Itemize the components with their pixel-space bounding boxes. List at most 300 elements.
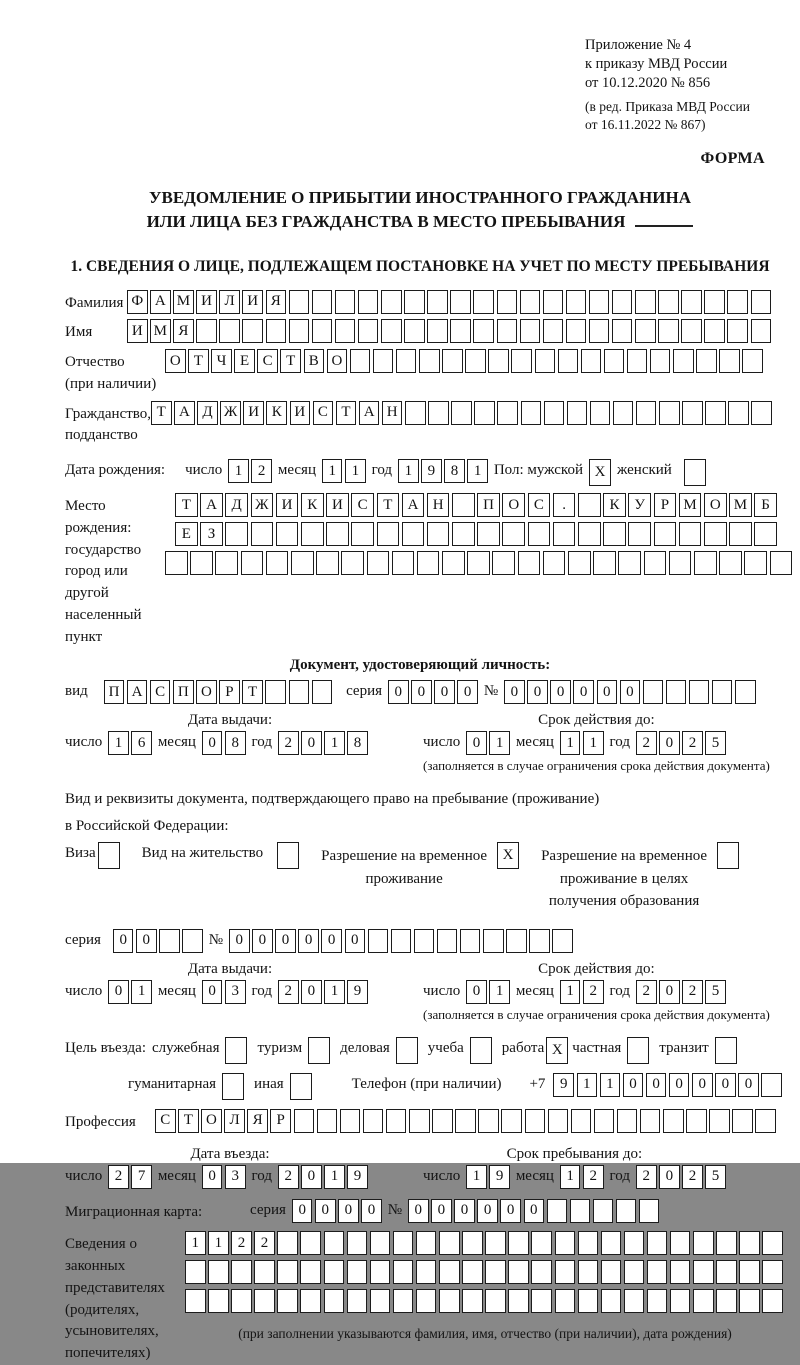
form-cell[interactable] <box>393 1231 414 1255</box>
form-cell[interactable] <box>704 290 725 314</box>
form-cell[interactable] <box>351 522 374 546</box>
form-cell[interactable] <box>312 290 333 314</box>
entry-day-cells[interactable] <box>108 1165 152 1189</box>
form-cell[interactable] <box>289 319 310 343</box>
form-cell[interactable]: 0 <box>388 680 409 704</box>
form-cell[interactable] <box>289 680 310 704</box>
form-cell[interactable] <box>393 1289 414 1313</box>
form-cell[interactable] <box>277 1231 298 1255</box>
form-cell[interactable] <box>547 1199 568 1223</box>
form-cell[interactable]: 0 <box>477 1199 498 1223</box>
form-cell[interactable] <box>508 1260 529 1284</box>
stay-valid-month-cells[interactable] <box>560 980 604 1004</box>
form-cell[interactable] <box>442 551 465 575</box>
id-valid-year-cells[interactable] <box>636 731 726 755</box>
form-cell[interactable]: 0 <box>301 980 322 1004</box>
form-cell[interactable]: Т <box>188 349 209 373</box>
form-cell[interactable]: 0 <box>573 680 594 704</box>
form-cell[interactable]: 0 <box>202 980 223 1004</box>
form-cell[interactable]: Т <box>336 401 357 425</box>
form-cell[interactable]: 2 <box>636 731 657 755</box>
form-cell[interactable] <box>719 551 742 575</box>
form-cell[interactable]: 2 <box>254 1231 275 1255</box>
form-cell[interactable]: 2 <box>251 459 272 483</box>
form-cell[interactable]: 2 <box>278 731 299 755</box>
form-cell[interactable]: 6 <box>131 731 152 755</box>
form-cell[interactable] <box>716 1289 737 1313</box>
form-cell[interactable] <box>727 319 748 343</box>
form-cell[interactable]: А <box>359 401 380 425</box>
form-cell[interactable]: С <box>257 349 278 373</box>
form-cell[interactable]: 0 <box>524 1199 545 1223</box>
form-cell[interactable]: 0 <box>298 929 319 953</box>
form-cell[interactable]: П <box>477 493 500 517</box>
form-cell[interactable] <box>442 349 463 373</box>
form-cell[interactable]: П <box>173 680 194 704</box>
form-cell[interactable] <box>485 1231 506 1255</box>
form-cell[interactable] <box>578 493 601 517</box>
form-cell[interactable] <box>450 290 471 314</box>
purpose-business-checkbox[interactable] <box>396 1037 418 1064</box>
form-cell[interactable]: И <box>127 319 148 343</box>
form-cell[interactable] <box>716 1231 737 1255</box>
form-cell[interactable]: 2 <box>583 980 604 1004</box>
form-cell[interactable]: Р <box>654 493 677 517</box>
form-cell[interactable] <box>658 290 679 314</box>
form-cell[interactable]: 0 <box>321 929 342 953</box>
form-cell[interactable]: 0 <box>113 929 134 953</box>
form-cell[interactable]: 1 <box>560 1165 581 1189</box>
form-cell[interactable] <box>386 1109 407 1133</box>
form-cell[interactable]: 0 <box>136 929 157 953</box>
form-cell[interactable] <box>571 1109 592 1133</box>
form-cell[interactable] <box>225 522 248 546</box>
form-cell[interactable] <box>511 349 532 373</box>
form-cell[interactable] <box>673 349 694 373</box>
form-cell[interactable]: 0 <box>597 680 618 704</box>
form-cell[interactable] <box>751 401 772 425</box>
form-cell[interactable]: Т <box>151 401 172 425</box>
form-cell[interactable] <box>719 349 740 373</box>
form-cell[interactable] <box>393 1260 414 1284</box>
form-cell[interactable]: У <box>628 493 651 517</box>
form-cell[interactable] <box>492 551 515 575</box>
form-cell[interactable] <box>635 319 656 343</box>
form-cell[interactable] <box>555 1260 576 1284</box>
form-cell[interactable]: 0 <box>408 1199 429 1223</box>
form-cell[interactable] <box>416 1289 437 1313</box>
form-cell[interactable]: 0 <box>659 1165 680 1189</box>
form-cell[interactable] <box>694 551 717 575</box>
form-cell[interactable] <box>681 319 702 343</box>
form-cell[interactable]: Т <box>377 493 400 517</box>
form-cell[interactable] <box>381 290 402 314</box>
form-cell[interactable] <box>531 1260 552 1284</box>
form-cell[interactable] <box>589 319 610 343</box>
form-cell[interactable]: Е <box>175 522 198 546</box>
form-cell[interactable]: 2 <box>636 980 657 1004</box>
form-cell[interactable]: Я <box>247 1109 268 1133</box>
stay-until-year-cells[interactable] <box>636 1165 726 1189</box>
form-cell[interactable] <box>548 1109 569 1133</box>
form-cell[interactable] <box>312 680 333 704</box>
form-cell[interactable]: А <box>402 493 425 517</box>
form-cell[interactable] <box>705 401 726 425</box>
form-cell[interactable] <box>567 401 588 425</box>
form-cell[interactable]: 1 <box>489 731 510 755</box>
form-cell[interactable] <box>190 551 213 575</box>
form-cell[interactable] <box>727 290 748 314</box>
form-cell[interactable]: 0 <box>275 929 296 953</box>
form-cell[interactable] <box>485 1260 506 1284</box>
form-cell[interactable] <box>265 680 286 704</box>
form-cell[interactable]: 0 <box>504 680 525 704</box>
form-cell[interactable] <box>566 319 587 343</box>
form-cell[interactable] <box>185 1260 206 1284</box>
form-cell[interactable] <box>555 1231 576 1255</box>
form-cell[interactable] <box>739 1260 760 1284</box>
sex-female-checkbox[interactable] <box>684 459 706 486</box>
form-cell[interactable]: 0 <box>669 1073 690 1097</box>
form-cell[interactable] <box>635 290 656 314</box>
form-cell[interactable]: 1 <box>322 459 343 483</box>
form-cell[interactable]: 8 <box>225 731 246 755</box>
stay-issue-year-cells[interactable] <box>278 980 368 1004</box>
form-cell[interactable] <box>501 1109 522 1133</box>
form-cell[interactable]: М <box>679 493 702 517</box>
form-cell[interactable]: 5 <box>705 980 726 1004</box>
form-cell[interactable] <box>266 551 289 575</box>
form-cell[interactable] <box>581 349 602 373</box>
form-cell[interactable] <box>478 1109 499 1133</box>
form-cell[interactable]: С <box>351 493 374 517</box>
form-cell[interactable]: 1 <box>324 980 345 1004</box>
form-cell[interactable] <box>679 522 702 546</box>
form-cell[interactable] <box>640 1109 661 1133</box>
form-cell[interactable] <box>531 1289 552 1313</box>
form-cell[interactable]: 1 <box>185 1231 206 1255</box>
form-cell[interactable] <box>566 290 587 314</box>
form-cell[interactable] <box>417 551 440 575</box>
form-cell[interactable] <box>506 929 527 953</box>
form-cell[interactable] <box>452 522 475 546</box>
form-cell[interactable] <box>439 1260 460 1284</box>
form-cell[interactable]: 1 <box>560 731 581 755</box>
form-cell[interactable] <box>601 1231 622 1255</box>
form-cell[interactable] <box>427 319 448 343</box>
form-cell[interactable] <box>208 1260 229 1284</box>
temp-residence-edu-checkbox[interactable] <box>717 842 739 869</box>
form-cell[interactable] <box>518 551 541 575</box>
form-cell[interactable] <box>604 349 625 373</box>
form-cell[interactable] <box>316 551 339 575</box>
form-cell[interactable] <box>627 349 648 373</box>
form-cell[interactable] <box>300 1289 321 1313</box>
form-cell[interactable]: Д <box>197 401 218 425</box>
form-cell[interactable]: 1 <box>398 459 419 483</box>
form-cell[interactable] <box>497 401 518 425</box>
form-cell[interactable]: Д <box>225 493 248 517</box>
form-cell[interactable] <box>589 290 610 314</box>
form-cell[interactable] <box>647 1231 668 1255</box>
form-cell[interactable] <box>277 1260 298 1284</box>
form-cell[interactable] <box>709 1109 730 1133</box>
form-cell[interactable] <box>473 290 494 314</box>
id-issue-year-cells[interactable] <box>278 731 368 755</box>
form-cell[interactable]: Т <box>242 680 263 704</box>
id-kind-cells[interactable] <box>104 680 332 704</box>
form-cell[interactable]: А <box>127 680 148 704</box>
form-cell[interactable] <box>650 349 671 373</box>
stay-issue-month-cells[interactable] <box>202 980 246 1004</box>
stay-until-day-cells[interactable] <box>466 1165 510 1189</box>
form-cell[interactable] <box>251 522 274 546</box>
form-cell[interactable]: 0 <box>527 680 548 704</box>
representatives-row3-cells[interactable] <box>185 1289 785 1313</box>
form-cell[interactable] <box>552 929 573 953</box>
form-cell[interactable] <box>483 929 504 953</box>
form-cell[interactable]: В <box>304 349 325 373</box>
form-cell[interactable]: 1 <box>583 731 604 755</box>
form-cell[interactable]: 9 <box>347 1165 368 1189</box>
form-cell[interactable] <box>508 1289 529 1313</box>
form-cell[interactable] <box>669 551 692 575</box>
form-cell[interactable]: 1 <box>560 980 581 1004</box>
form-cell[interactable] <box>254 1289 275 1313</box>
form-cell[interactable]: К <box>301 493 324 517</box>
form-cell[interactable] <box>529 929 550 953</box>
form-cell[interactable]: 7 <box>131 1165 152 1189</box>
form-cell[interactable]: Т <box>280 349 301 373</box>
form-cell[interactable]: К <box>266 401 287 425</box>
form-cell[interactable] <box>570 1199 591 1223</box>
form-cell[interactable] <box>693 1231 714 1255</box>
form-cell[interactable]: 1 <box>208 1231 229 1255</box>
form-cell[interactable] <box>751 319 772 343</box>
form-cell[interactable]: И <box>326 493 349 517</box>
form-cell[interactable]: Ч <box>211 349 232 373</box>
form-cell[interactable]: 8 <box>347 731 368 755</box>
form-cell[interactable] <box>535 349 556 373</box>
form-cell[interactable]: 0 <box>466 731 487 755</box>
form-cell[interactable] <box>497 319 518 343</box>
form-cell[interactable]: 2 <box>583 1165 604 1189</box>
form-cell[interactable] <box>666 680 687 704</box>
form-cell[interactable]: 0 <box>345 929 366 953</box>
form-cell[interactable] <box>473 319 494 343</box>
form-cell[interactable] <box>358 290 379 314</box>
form-cell[interactable] <box>377 522 400 546</box>
form-cell[interactable] <box>276 522 299 546</box>
form-cell[interactable] <box>242 319 263 343</box>
stay-number-cells[interactable] <box>229 929 573 953</box>
form-cell[interactable]: Р <box>270 1109 291 1133</box>
form-cell[interactable] <box>739 1289 760 1313</box>
form-cell[interactable] <box>555 1289 576 1313</box>
form-cell[interactable]: С <box>528 493 551 517</box>
form-cell[interactable]: 0 <box>692 1073 713 1097</box>
form-cell[interactable]: 2 <box>636 1165 657 1189</box>
form-cell[interactable] <box>693 1260 714 1284</box>
form-cell[interactable] <box>624 1231 645 1255</box>
form-cell[interactable] <box>427 290 448 314</box>
form-cell[interactable]: Н <box>382 401 403 425</box>
form-cell[interactable] <box>696 349 717 373</box>
form-cell[interactable] <box>335 319 356 343</box>
form-cell[interactable] <box>578 522 601 546</box>
form-cell[interactable] <box>628 522 651 546</box>
form-cell[interactable]: А <box>200 493 223 517</box>
form-cell[interactable] <box>409 1109 430 1133</box>
form-cell[interactable] <box>358 319 379 343</box>
form-cell[interactable]: О <box>502 493 525 517</box>
form-cell[interactable]: 2 <box>682 980 703 1004</box>
form-cell[interactable]: О <box>196 680 217 704</box>
form-cell[interactable] <box>601 1260 622 1284</box>
form-cell[interactable] <box>716 1260 737 1284</box>
form-cell[interactable] <box>391 929 412 953</box>
form-cell[interactable] <box>460 929 481 953</box>
form-cell[interactable] <box>208 1289 229 1313</box>
form-cell[interactable]: 0 <box>292 1199 313 1223</box>
form-cell[interactable] <box>392 551 415 575</box>
visa-checkbox[interactable] <box>98 842 120 869</box>
form-cell[interactable] <box>594 1109 615 1133</box>
form-cell[interactable] <box>531 1231 552 1255</box>
form-cell[interactable] <box>732 1109 753 1133</box>
form-cell[interactable] <box>381 319 402 343</box>
form-cell[interactable] <box>593 1199 614 1223</box>
form-cell[interactable]: 0 <box>454 1199 475 1223</box>
form-cell[interactable] <box>525 1109 546 1133</box>
form-cell[interactable] <box>291 551 314 575</box>
id-series-cells[interactable] <box>388 680 478 704</box>
form-cell[interactable]: И <box>243 401 264 425</box>
form-cell[interactable] <box>647 1260 668 1284</box>
form-cell[interactable]: 9 <box>489 1165 510 1189</box>
form-cell[interactable]: О <box>165 349 186 373</box>
purpose-official-checkbox[interactable] <box>225 1037 247 1064</box>
stay-valid-day-cells[interactable] <box>466 980 510 1004</box>
form-cell[interactable]: А <box>174 401 195 425</box>
form-cell[interactable] <box>368 929 389 953</box>
citizenship-cells[interactable] <box>151 401 772 425</box>
form-cell[interactable] <box>762 1231 783 1255</box>
entry-year-cells[interactable] <box>278 1165 368 1189</box>
form-cell[interactable] <box>462 1260 483 1284</box>
form-cell[interactable] <box>659 401 680 425</box>
form-cell[interactable] <box>670 1289 691 1313</box>
form-cell[interactable] <box>693 1289 714 1313</box>
form-cell[interactable] <box>639 1199 660 1223</box>
surname-cells[interactable] <box>127 290 771 314</box>
form-cell[interactable]: З <box>200 522 223 546</box>
form-cell[interactable] <box>689 680 710 704</box>
purpose-study-checkbox[interactable] <box>470 1037 492 1064</box>
form-cell[interactable]: 1 <box>467 459 488 483</box>
form-cell[interactable] <box>341 551 364 575</box>
form-cell[interactable]: Т <box>178 1109 199 1133</box>
form-cell[interactable] <box>681 290 702 314</box>
form-cell[interactable] <box>474 401 495 425</box>
form-cell[interactable] <box>301 522 324 546</box>
migration-card-series-cells[interactable] <box>292 1199 382 1223</box>
form-cell[interactable] <box>670 1260 691 1284</box>
form-cell[interactable]: И <box>196 290 217 314</box>
form-cell[interactable] <box>502 522 525 546</box>
form-cell[interactable] <box>241 551 264 575</box>
form-cell[interactable]: 1 <box>228 459 249 483</box>
form-cell[interactable]: . <box>553 493 576 517</box>
birth-year-cells[interactable] <box>398 459 488 483</box>
patronymic-cells[interactable] <box>165 349 763 373</box>
form-cell[interactable] <box>544 401 565 425</box>
form-cell[interactable]: 0 <box>659 731 680 755</box>
form-cell[interactable] <box>663 1109 684 1133</box>
form-cell[interactable] <box>686 1109 707 1133</box>
form-cell[interactable]: 0 <box>108 980 129 1004</box>
form-cell[interactable]: 0 <box>646 1073 667 1097</box>
form-cell[interactable]: Б <box>754 493 777 517</box>
form-cell[interactable] <box>324 1289 345 1313</box>
form-cell[interactable] <box>317 1109 338 1133</box>
form-cell[interactable] <box>326 522 349 546</box>
form-cell[interactable]: 2 <box>231 1231 252 1255</box>
form-cell[interactable] <box>367 551 390 575</box>
profession-cells[interactable] <box>155 1109 776 1133</box>
form-cell[interactable] <box>754 522 777 546</box>
form-cell[interactable] <box>558 349 579 373</box>
form-cell[interactable] <box>312 319 333 343</box>
form-cell[interactable]: С <box>150 680 171 704</box>
form-cell[interactable] <box>231 1260 252 1284</box>
form-cell[interactable] <box>728 401 749 425</box>
form-cell[interactable] <box>704 522 727 546</box>
form-cell[interactable] <box>462 1231 483 1255</box>
form-cell[interactable]: 1 <box>577 1073 598 1097</box>
form-cell[interactable] <box>324 1260 345 1284</box>
birth-month-cells[interactable] <box>322 459 366 483</box>
id-valid-day-cells[interactable] <box>466 731 510 755</box>
form-cell[interactable] <box>543 551 566 575</box>
form-cell[interactable] <box>219 319 240 343</box>
form-cell[interactable] <box>404 290 425 314</box>
form-cell[interactable]: 1 <box>345 459 366 483</box>
form-cell[interactable]: 0 <box>466 980 487 1004</box>
form-cell[interactable]: 1 <box>600 1073 621 1097</box>
form-cell[interactable] <box>347 1289 368 1313</box>
form-cell[interactable] <box>751 290 772 314</box>
form-cell[interactable]: 0 <box>623 1073 644 1097</box>
form-cell[interactable] <box>729 522 752 546</box>
birthplace-row3-cells[interactable] <box>165 551 792 575</box>
form-cell[interactable] <box>568 551 591 575</box>
form-cell[interactable] <box>370 1289 391 1313</box>
form-cell[interactable]: 5 <box>705 1165 726 1189</box>
form-cell[interactable] <box>450 319 471 343</box>
form-cell[interactable] <box>739 1231 760 1255</box>
form-cell[interactable] <box>451 401 472 425</box>
form-cell[interactable] <box>712 680 733 704</box>
form-cell[interactable] <box>647 1289 668 1313</box>
form-cell[interactable] <box>761 1073 782 1097</box>
form-cell[interactable] <box>254 1260 275 1284</box>
form-cell[interactable] <box>543 290 564 314</box>
form-cell[interactable]: К <box>603 493 626 517</box>
form-cell[interactable] <box>488 349 509 373</box>
form-cell[interactable] <box>231 1289 252 1313</box>
form-cell[interactable] <box>396 349 417 373</box>
